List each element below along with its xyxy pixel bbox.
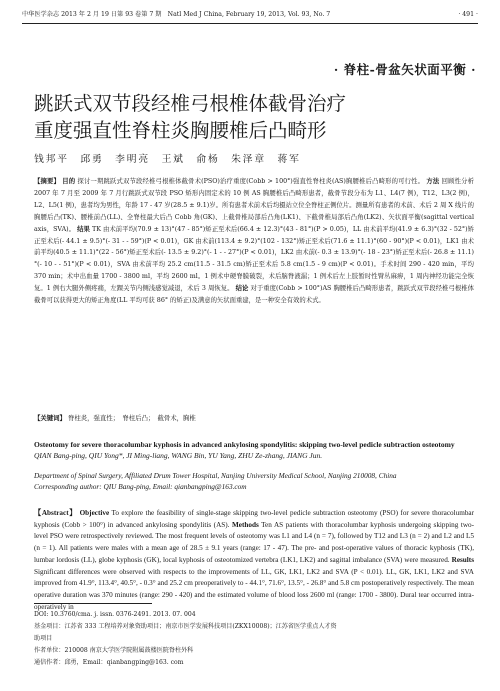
english-authors: QIAN Bang-ping, QIU Yong*, JI Ming-liang, WANG Bin, YU Yang, ZHU Ze-zhang, JIANG Jun. [34, 450, 323, 460]
english-title: Osteotomy for severe thoracolumbar kyphosis in advanced ankylosing spondylitis: skipping two-level pedicle subtraction osteotomy [34, 440, 455, 449]
results-en-label: Results [451, 555, 474, 564]
title-line-1: 跳跃式双节段经椎弓根椎体截骨治疗 [34, 92, 347, 115]
footnote-rule [34, 603, 152, 604]
methods-cn-label: 方法 [426, 178, 440, 185]
conclusion-cn-text: 对于重度(Cobb > 100°)AS 胸腰椎后凸畸形患者，跳跃式双节段经椎弓根椎体截骨可以获得更大的矫正角度(LL 平均可获 86° 的矫正)及满意的矢状面重建，是一种安全有效的术式。 [34, 285, 474, 305]
results-cn-label: 结果 [77, 225, 90, 233]
abstract-en [34, 508, 474, 613]
methods-en-label: Methods [231, 520, 259, 529]
english-title-block [34, 440, 474, 462]
author-list-cn: 钱邦平 邱勇 李明亮 王斌 俞杨 朱泽章 蒋军 [34, 154, 301, 165]
methods-cn-text: 回顾性分析 2007 年 7 月至 2009 年 7 月行跳跃式双节段 PSO 矫形内固定术的 10 例 AS 胸腰椎后凸畸形患者，截骨节段分布为 L1、L4(7 例)，T12、L3(2 例)，L2、L5(1 例)，患者均为男性，年龄 17 - 47 岁(28.5 ± 9.1)岁。所有患者术前术后均摄站立位全脊柱正侧位片。测量所有患者的术前、术后 2 周 X 线片的胸腰后凸(TK)、腰椎前凸(LL)、全脊柱最大后凸 Cobb 角(GK)、上截骨椎局部后凸角(LK1)、下截骨椎局部后凸角(LK2)、矢状面平衡(sagittal vertical axis，SVA)。 [34, 178, 474, 233]
methods-en-text: Ten AS patients with thoracolumbar kyphosis undergoing skipping two-level PSO were retrospectively reviewed. The most frequent levels of osteotomy was L1 and L4 (n = 7), followed by T12 and L3 (n = 2) and L2 and L5 (n = 1). All patients were males with a mean age of 28.5 ± 9.1 years (range: 17 - 47). The pre- and post-operative values of thoracic kyphosis (TK), lumbar lordosis (LL), globe kyphosis (GK), local kyphosis of osteotomized vertebra (LK1, LK2) and sagittal imbalance (SVA) were measured. [34, 520, 474, 564]
footnote-correspondence: 通信作者：邱勇，Email：qianbangping@163. com [34, 659, 184, 666]
article-title [34, 90, 474, 144]
abstract-en-label: 【Abstract】 [34, 509, 78, 517]
footnote-funding-cont: 助项目 [34, 635, 53, 642]
results-cn-text: TK 由术前平均(70.9 ± 13)°(47 - 85°)矫正至术后(66.4 ± 12.3)°(43 - 81°)(P > 0.05)，LL 由术前平均(41.9 ± 6.3)°(32 - 52°)矫正至术后(- 44.1 ± 9.5)°(- 31 - - 59°)(P < 0.01)，GK 由术前(113.4 ± 9.2)°(102 - 132°)矫正至术后(71.6 ± 11.1)°(60 - 90°)(P < 0.01)，LK1 由术前平均(40.5 ± 11.1)°(22 - 56°)矫正至术后(- 13.5 ± 9.2)°(- 1 - - 27°)(P < 0.01)，LK2 由术前(- 0.3 ± 13.9)°(- 18 - 23°)矫正至术后(- 26.8 ± 11.1)°(- 10 - - 51°)(P < 0.01)，SVA 由术前平均 25.2 cm(11.5 - 31.5 cm)矫正至术后 5.8 cm(1.5 - 9 cm)(P < 0.01)。手术时间 290 - 420 min，平均 370 min；术中出血量 1700 - 3800 ml，平均 2600 ml。1 例术中硬脊膜破裂，术后脑脊液漏；1 例术后左上肢暂时性臂丛麻痹，1 周内神经功能完全恢复。1 例右大腿外侧疼痛，左踝关节内侧浅感觉减退，术后 3 周恢复。 [34, 225, 474, 293]
footnote-doi: DOI: 10.3760/cma. j. issn. 0376-2491. 2013. 07. 004 [34, 611, 196, 618]
page-number: · 491 · [458, 11, 478, 18]
header-rule [22, 23, 478, 24]
keywords-cn-text: 脊柱炎，强直性； 脊柱后凸； 截骨术，胸椎 [68, 414, 196, 422]
keywords-cn [34, 413, 474, 422]
results-en-text: Significant differences were observed with respects to the improvements of LL, GK, LK1, LK2 and SVA (P < 0.01). LL, GK, LK1, LK2 and SVA improved from 41.9°, 113.4°, 40.5°, - 0.3° and 25.2 cm preoperatively to - 44.1°, 71.6°, 13.5°, - 26.8° and 5.8 cm postoperatively respectively. The mean operative duration was 370 minutes (range: 290 - 420) and the estimated volume of blood loss 2600 ml (range: 1700 - 3800). Dural tear occurred intra-operatively in [34, 567, 474, 611]
running-header [22, 8, 478, 22]
abstract-cn-label: 【摘要】 [34, 178, 61, 185]
english-affiliation: Department of Spinal Surgery, Affiliated Drum Tower Hospital, Nanjing University Medical School, Nanjing 210008, China [34, 471, 397, 480]
journal-citation: 中华医学杂志 2013 年 2 月 19 日第 93 卷第 7 期 Natl Med J China, February 19, 2013, Vol. 93, No. 7 [22, 11, 331, 18]
objective-cn-text: 探讨一期跳跃式双节段经椎弓根椎体截骨术(PSO)治疗重度(Cobb > 100°)强直性脊柱炎(AS)胸腰椎后凸畸形的可行性。 [77, 178, 425, 185]
objective-en-text: To explore the feasibility of single-stage skipping two-level pedicle subtraction osteotomy (PSO) for severe thoracolumbar kyphosis (Cobb > 100°) in advanced ankylosing spondylitis (AS). [34, 509, 475, 529]
footnotes [34, 609, 474, 669]
section-heading: · 脊柱-骨盆矢状面平衡 · [333, 62, 476, 77]
footnote-funding: 基金项目：江苏省 333 工程培养对象资助项目；南京市医学发展科技项目(ZKX10008)；江苏省医学重点人才资 [34, 623, 337, 630]
conclusion-cn-label: 结论 [235, 285, 249, 293]
objective-cn-label: 目的 [62, 178, 76, 185]
corresponding-author: Corresponding author: QIU Bang-ping, Email: qianbangping@163.com [34, 481, 247, 491]
title-line-2: 重度强直性脊柱炎胸腰椎后凸畸形 [34, 119, 327, 142]
keywords-cn-label: 【关键词】 [34, 414, 66, 422]
english-affiliation-block [34, 471, 474, 492]
objective-en-label: Objective [79, 509, 110, 517]
abstract-cn [34, 176, 474, 307]
footnote-affiliation: 作者单位：210008 南京大学医学院附属鼓楼医院脊柱外科 [34, 647, 194, 654]
